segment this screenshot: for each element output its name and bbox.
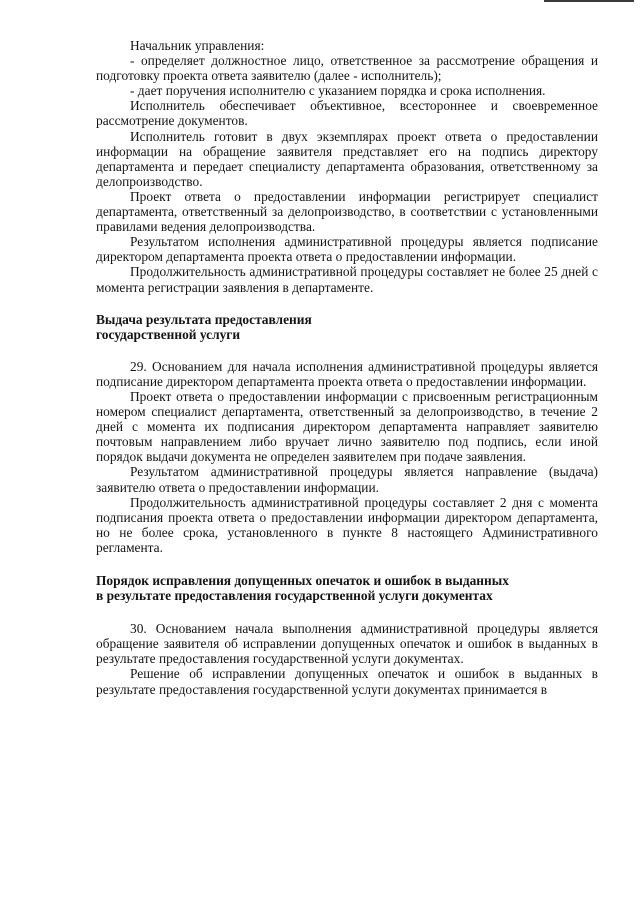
top-edge-line	[544, 0, 634, 2]
section-heading-line: государственной услуги	[96, 326, 241, 342]
intro-paragraph: Исполнитель обеспечивает объективное, всестороннее и своевременное рассмотрение документов.	[96, 98, 598, 129]
intro-paragraph: Исполнитель готовит в двух экземплярах проект ответа о предоставлении информации на обращение заявителя представляет его на подпись директору департамента и передает специалисту департамента образования, ответственному за делопроизводство.	[96, 128, 598, 189]
spacer	[96, 295, 598, 312]
section-paragraph: 29. Основанием для начала исполнения административной процедуры является подписание директором департамента проекта ответа о предоставлении информации.	[96, 358, 598, 389]
intro-paragraph: Начальник управления:	[130, 38, 265, 53]
section-paragraph: Проект ответа о предоставлении информации с присвоенным регистрационным номером специалист департамента, ответственный за делопроизводство, в течение 2 дней с момента их подписания директором департамента направляет заявителю почтовым направлением либо вручает лично заявителю под подпись, если иной порядок выдачи документа не определен заявителем при подаче заявления.	[96, 388, 598, 465]
document-body	[96, 38, 598, 697]
spacer	[96, 342, 598, 359]
section-heading-line: Порядок исправления допущенных опечаток и ошибок в выданных	[96, 573, 509, 588]
intro-paragraph: - определяет должностное лицо, ответственное за рассмотрение обращения и подготовку проекта ответа заявителю (далее - исполнитель);	[96, 53, 598, 84]
intro-paragraph: - дает поручения исполнителю с указанием порядка и срока исполнения.	[130, 83, 546, 99]
section-paragraph: Продолжительность административной процедуры составляет 2 дня с момента подписания проекта ответа о предоставлении информации директором департамента, но не более срока, установленного в пункте 8 настоящего Административного регламента.	[96, 494, 598, 555]
section-paragraph: 30. Основанием начала выполнения административной процедуры является обращение заявителя об исправлении допущенных опечаток и ошибок в выданных в результате предоставления государственной услуги документах.	[96, 621, 598, 667]
section-paragraph: Решение об исправлении допущенных опечаток и ошибок в выданных в результате предоставления государственной услуги документах принимается в	[96, 666, 598, 697]
section-paragraph: Результатом административной процедуры является направление (выдача) заявителю ответа о предоставлении информации.	[96, 464, 598, 495]
intro-paragraph: Результатом исполнения административной процедуры является подписание директором департамента проекта ответа о предоставлении информации.	[96, 234, 598, 265]
section-heading-line: в результате предоставления государственной услуги документах	[96, 588, 493, 604]
intro-paragraph: Продолжительность административной процедуры составляет не более 25 дней с момента регистрации заявления в департаменте.	[96, 264, 598, 295]
section-heading-line: Выдача результата предоставления	[96, 311, 312, 327]
spacer	[96, 555, 598, 573]
intro-paragraph: Проект ответа о предоставлении информации регистрирует специалист департамента, ответственный за делопроизводство, в соответствии с установленными правилами ведения делопроизводства.	[96, 188, 598, 235]
spacer	[96, 603, 598, 621]
